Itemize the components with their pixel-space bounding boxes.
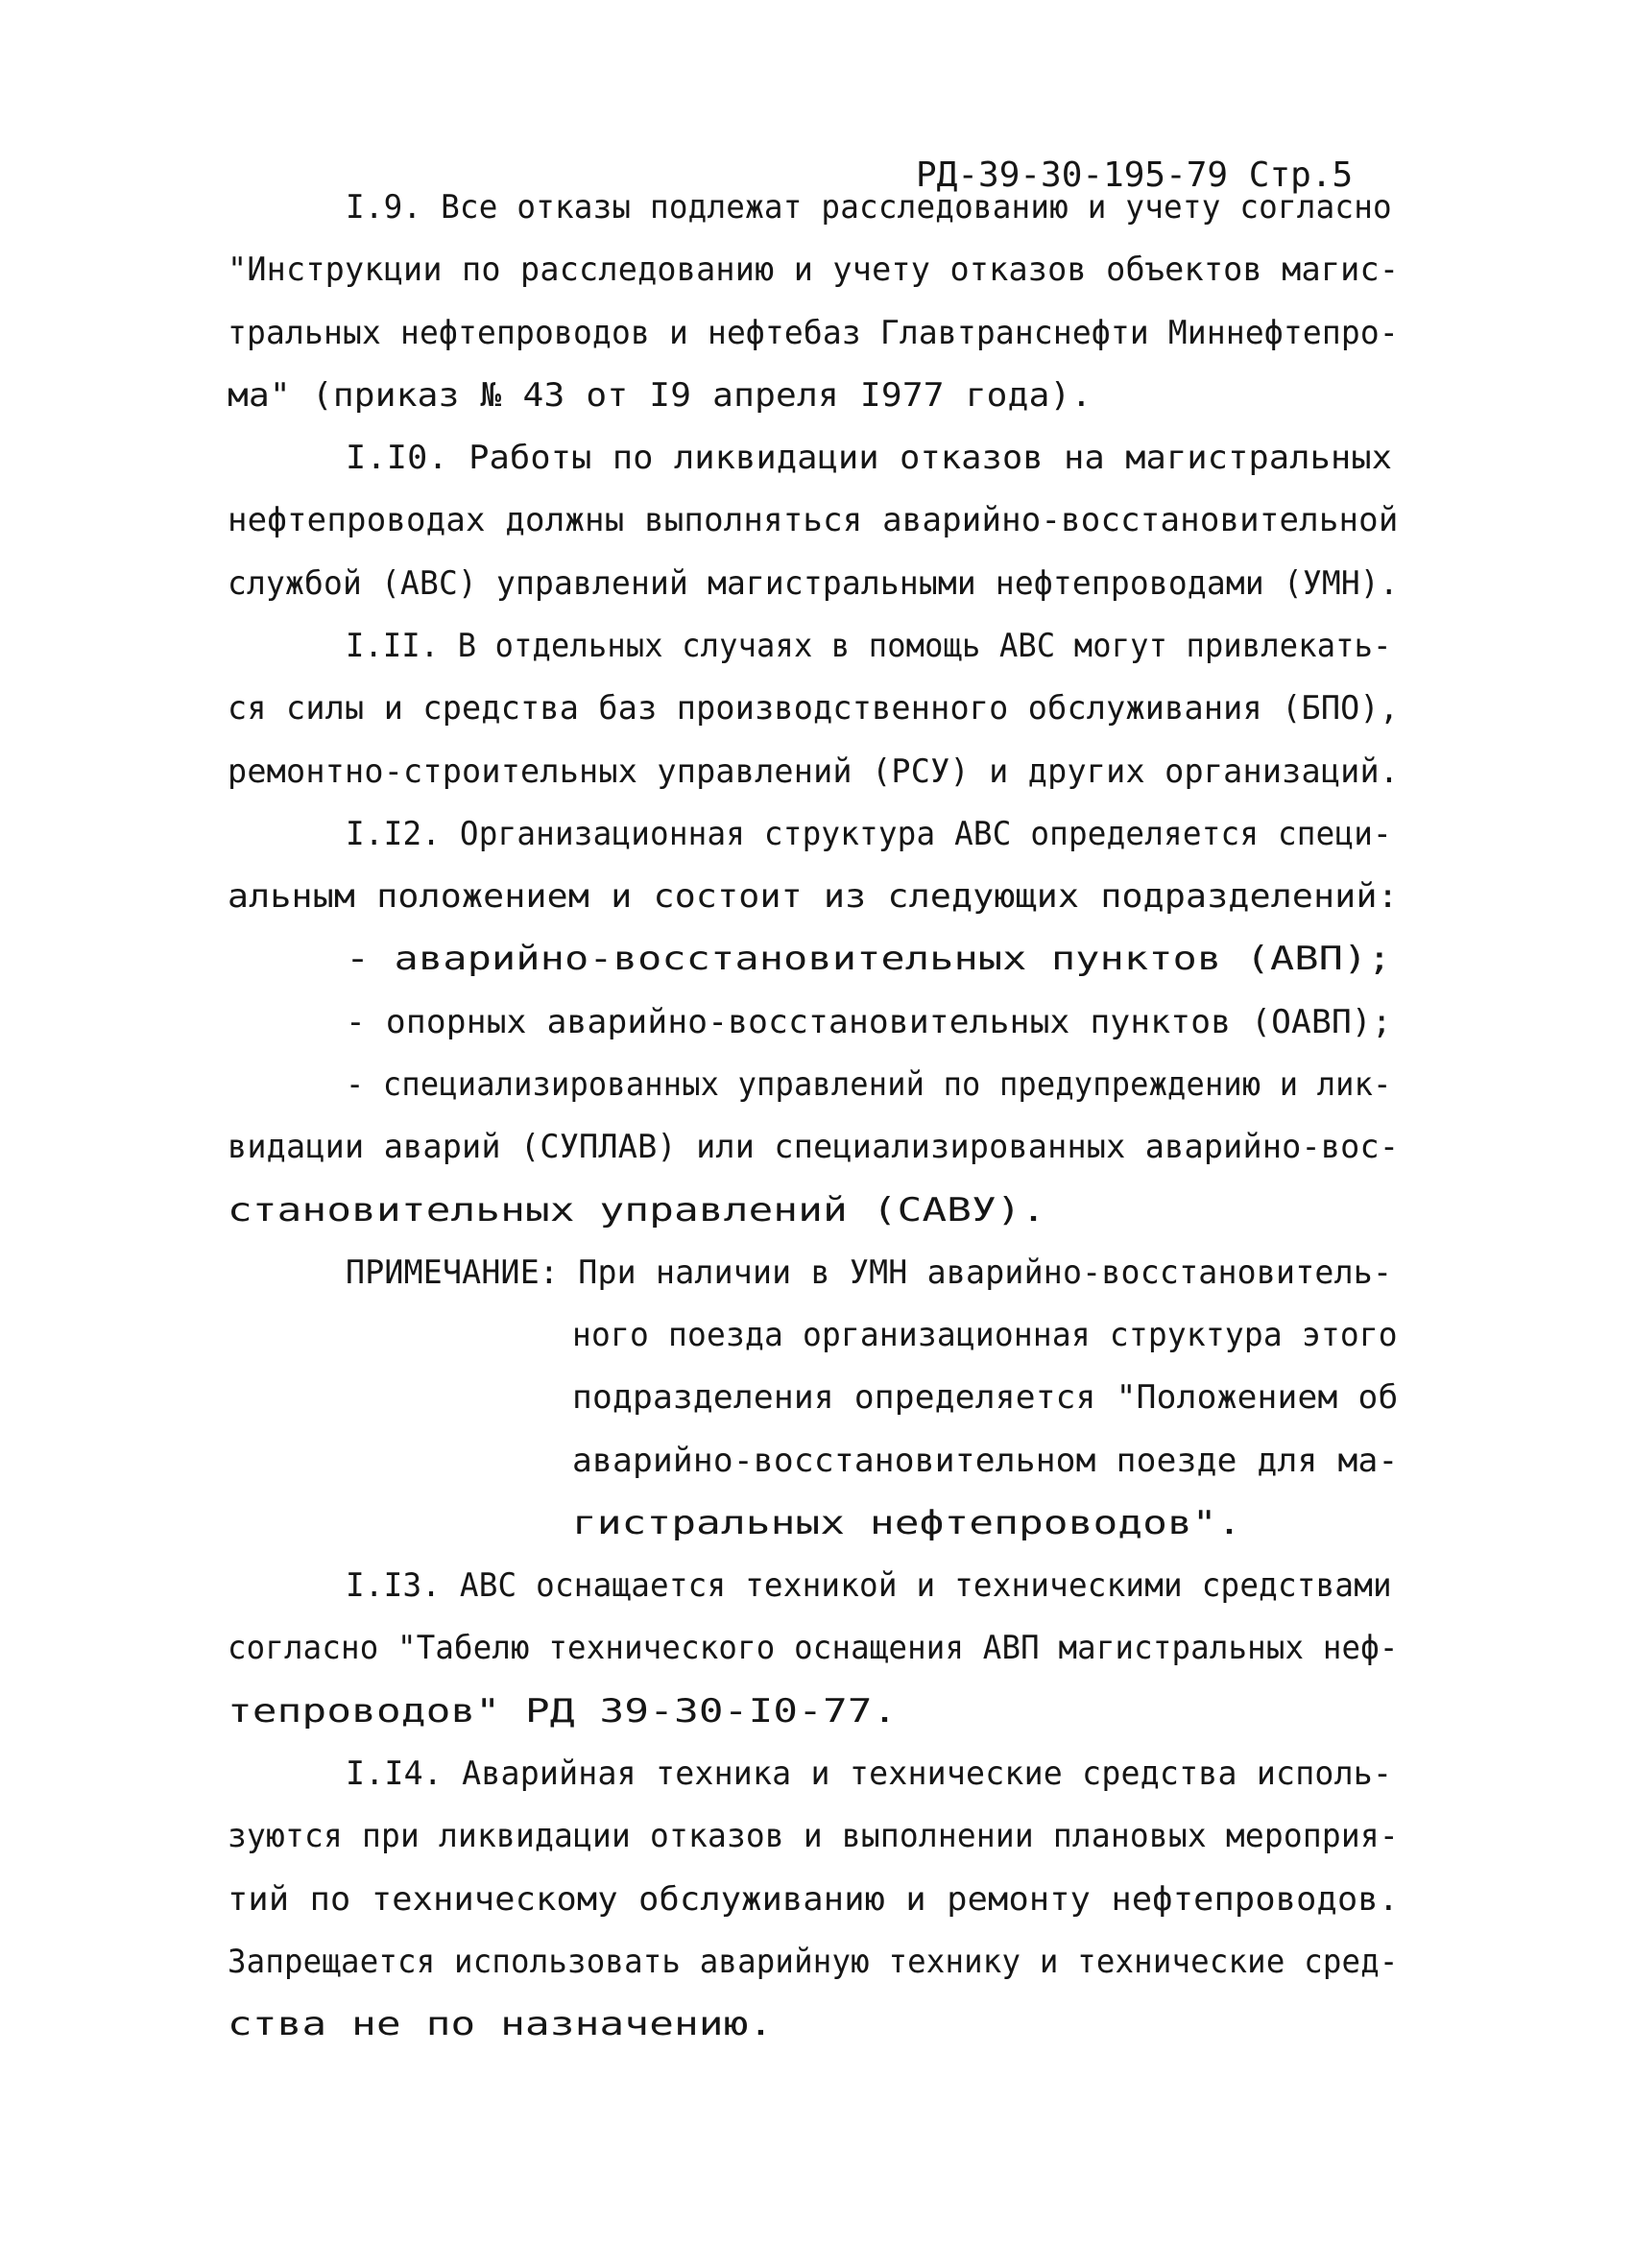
paragraph-line: зуются при ликвидации отказов и выполнении плановых мероприя- xyxy=(228,1817,1399,1855)
paragraph-line: I.II. В отдельных случаях в помощь АВС могут привлекать- xyxy=(346,627,1392,665)
paragraph-line: альным положением и состоит из следующих подразделений: xyxy=(228,877,1399,916)
paragraph-line: тральных нефтепроводов и нефтебаз Главтранснефти Миннефтепро- xyxy=(228,314,1399,352)
page-header: РД-39-30-195-79 Стр.5 xyxy=(916,155,1354,195)
paragraph-line: тепроводов" РД 39-30-I0-77. xyxy=(228,1692,898,1731)
paragraph-line: ма" (приказ № 43 от I9 апреля I977 года). xyxy=(228,376,1093,415)
paragraph-line: I.I2. Организационная структура АВС определяется специ- xyxy=(346,815,1392,853)
paragraph-line: "Инструкции по расследованию и учету отказов объектов магис- xyxy=(228,251,1400,289)
paragraph-line: службой (АВС) управлений магистральными нефтепроводами (УМН). xyxy=(228,564,1399,603)
paragraph-line: становительных управлений (САВУ). xyxy=(228,1191,1046,1229)
paragraph-line: ства не по назначению. xyxy=(228,2005,774,2043)
paragraph-line: I.I3. АВС оснащается техникой и техническими средствами xyxy=(346,1566,1392,1605)
list-item: - аварийно-восстановительных пунктов (АВП); xyxy=(346,940,1392,978)
paragraph-line: ся силы и средства баз производственного обслуживания (БПО), xyxy=(228,689,1400,728)
paragraph-line: видации аварий (СУПЛАВ) или специализированных аварийно-вос- xyxy=(228,1128,1400,1166)
note-line: подразделения определяется "Положением об xyxy=(572,1378,1399,1417)
list-item: - опорных аварийно-восстановительных пунктов (ОАВП); xyxy=(346,1003,1392,1041)
note-line: аварийно-восстановительном поезде для ма- xyxy=(572,1442,1399,1480)
paragraph-line: Запрещается использовать аварийную технику и технические сред- xyxy=(228,1943,1399,1981)
paragraph-line: нефтепроводах должны выполняться аварийно-восстановительной xyxy=(228,501,1399,539)
paragraph-line: ремонтно-строительных управлений (РСУ) и других организаций. xyxy=(228,752,1400,791)
paragraph-line: I.I0. Работы по ликвидации отказов на магистральных xyxy=(346,439,1393,477)
note-line: ного поезда организационная структура этого xyxy=(572,1316,1398,1354)
note-line: гистральных нефтепроводов". xyxy=(572,1504,1242,1542)
paragraph-line: согласно "Табелю технического оснащения АВП магистральных неф- xyxy=(228,1629,1399,1667)
paragraph-line: I.9. Все отказы подлежат расследованию и учету согласно xyxy=(346,188,1392,227)
paragraph-line: I.I4. Аварийная техника и технические средства исполь- xyxy=(346,1755,1393,1793)
paragraph-line: тий по техническому обслуживанию и ремонту нефтепроводов. xyxy=(228,1880,1400,1919)
list-item: - специализированных управлений по предупреждению и лик- xyxy=(346,1065,1392,1104)
note-line: ПРИМЕЧАНИЕ: При наличии в УМН аварийно-восстановитель- xyxy=(346,1253,1393,1292)
